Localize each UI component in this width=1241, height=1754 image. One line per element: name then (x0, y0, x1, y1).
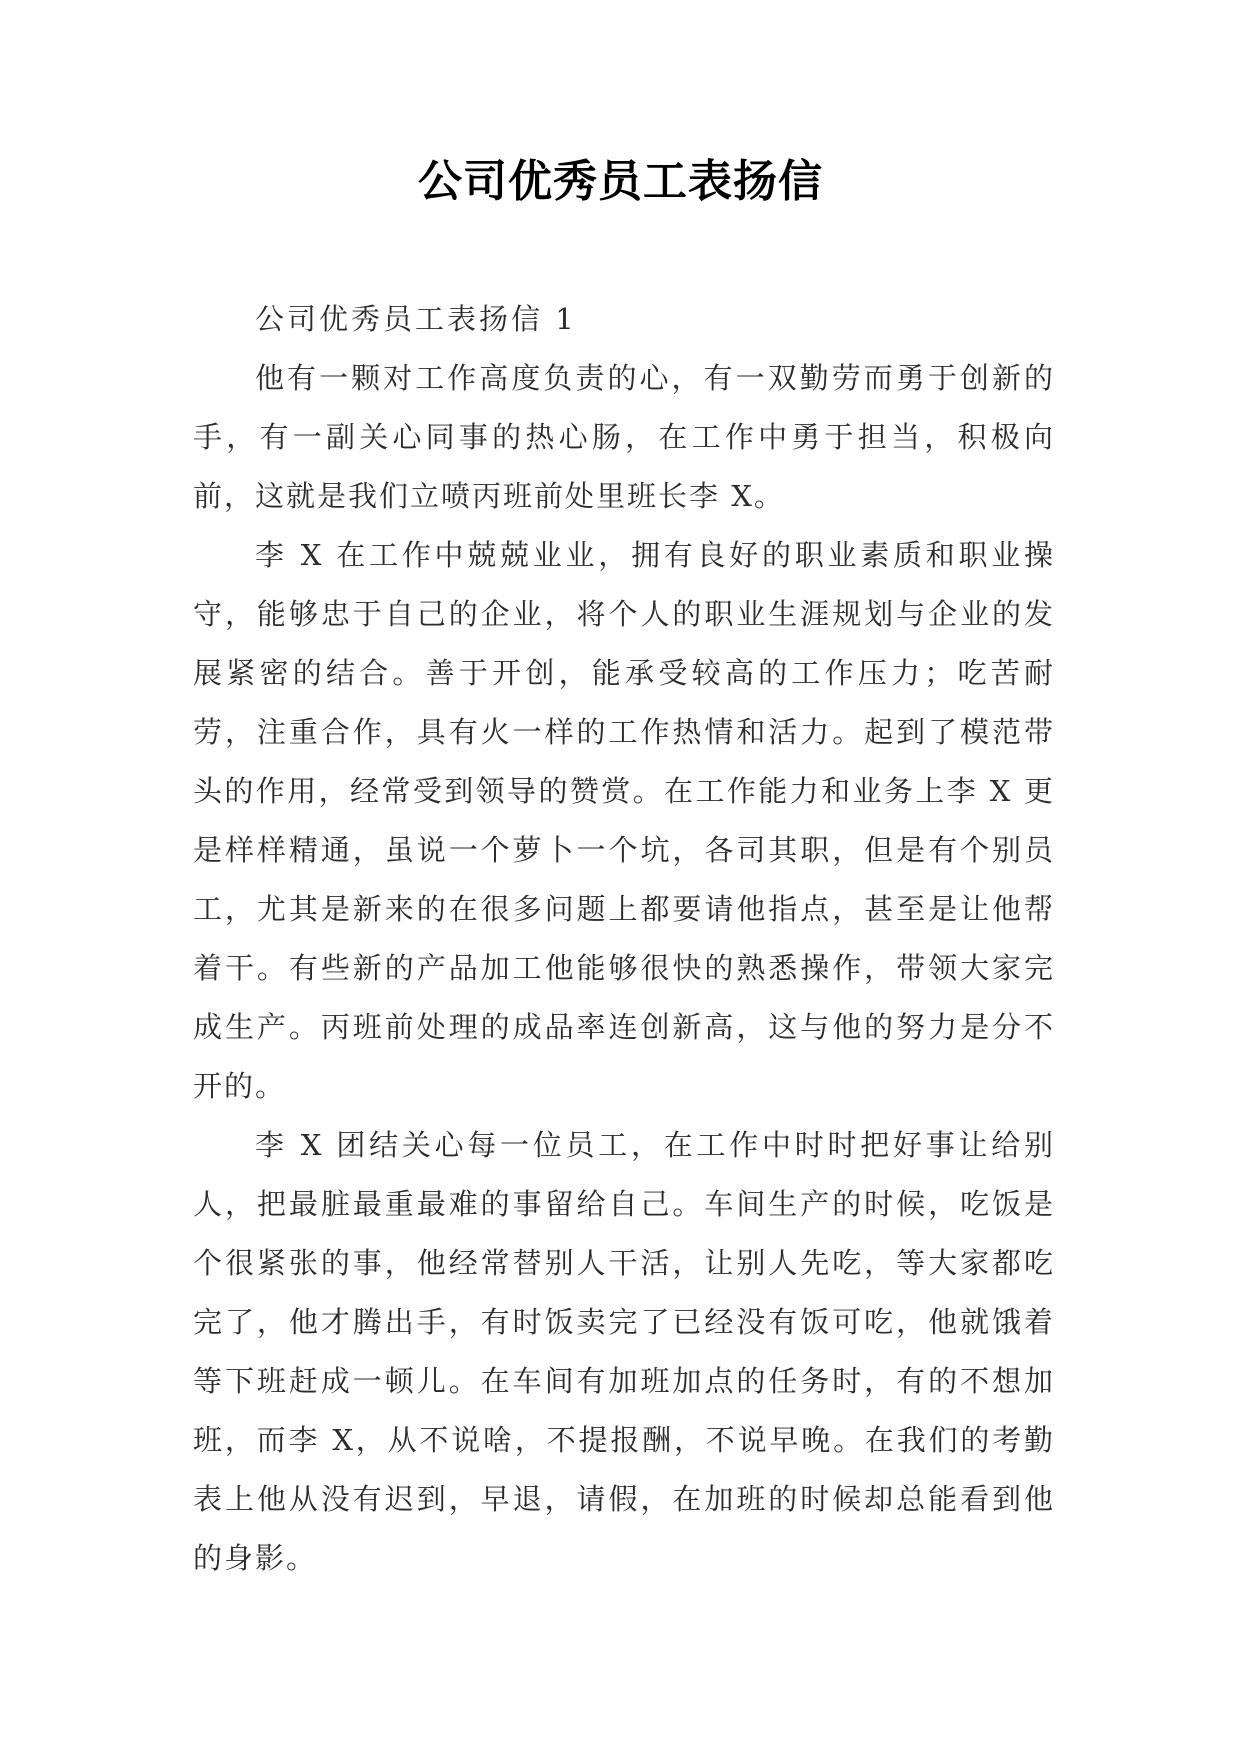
document-title: 公司优秀员工表扬信 (418, 156, 823, 207)
body-paragraph: 李 X 在工作中兢兢业业，拥有良好的职业素质和职业操守，能够忠于自己的企业，将个人的职业生涯规划与企业的发展紧密的结合。善于开创，能承受较高的工作压力；吃苦耐劳，注重合作，具有火一样的工作热情和活力。起到了模范带头的作用，经常受到领导的赞赏。在工作能力和业务上李 X 更是样样精通，虽说一个萝卜一个坑，各司其职，但是有个别员工，尤其是新来的在很多问题上都要请他指点，甚至是让他帮着干。有些新的产品加工他能够很快的熟悉操作，带领大家完成生产。丙班前处理的成品率连创新高，这与他的努力是分不开的。 (193, 538, 1055, 1103)
section-heading: 公司优秀员工表扬信 1 (255, 302, 577, 336)
document-body (193, 290, 1055, 1588)
body-paragraph: 李 X 团结关心每一位员工，在工作中时时把好事让给别人，把最脏最重最难的事留给自己。车间生产的时候，吃饭是个很紧张的事，他经常替别人干活，让别人先吃，等大家都吃完了，他才腾出手，有时饭卖完了已经没有饭可吃，他就饿着等下班赶成一顿儿。在车间有加班加点的任务时，有的不想加班，而李 X，从不说啥，不提报酬，不说早晚。在我们的考勤表上他从没有迟到，早退，请假，在加班的时候却总能看到他的身影。 (193, 1128, 1055, 1575)
body-paragraph: 他有一颗对工作高度负责的心，有一双勤劳而勇于创新的手，有一副关心同事的热心肠，在工作中勇于担当，积极向前，这就是我们立喷丙班前处里班长李 X。 (193, 361, 1055, 513)
